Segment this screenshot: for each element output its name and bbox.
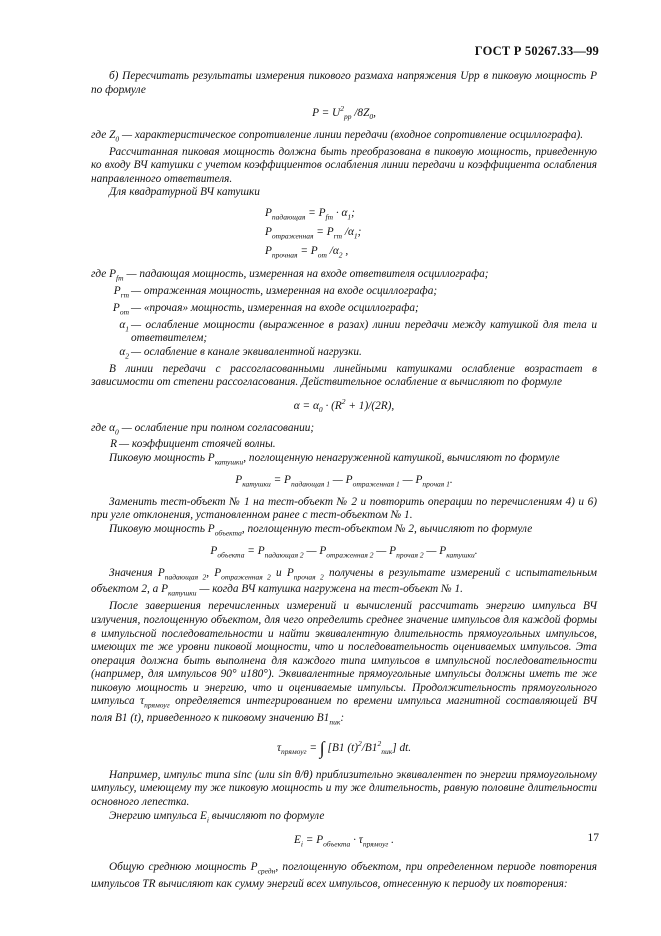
definition: — отраженная мощность, измеренная на входе осциллографа; bbox=[131, 285, 438, 298]
paragraph: Пиковую мощность $P_{объекта}$, поглощенную тест-объектом № 2, вычисляют по формуле bbox=[109, 522, 533, 538]
definitions-list: где $\alpha_0$ — ослабление при полном согласовании; R — коэффициент стоячей волны. bbox=[91, 422, 597, 452]
definition: — «прочая» мощность, измеренная на входе осциллографа; bbox=[131, 301, 419, 314]
definitions-list: где $P_{fm}$ — падающая мощность, измеренная на входе ответвителя осциллографа; $P_{rm}$ — отраженная мощность, измеренная на входе осциллографа; $P_{om}$ — «прочая» мощность, измеренная на входе осциллографа; $\alpha_1$ — ослабление мощности (выраженное в разах) линии передачи между катушкой для тела и ответвителем; $\alpha_2$ — ослабление в канале эквивалентной нагрузки. bbox=[91, 268, 597, 363]
formula-line: $P_{отраженная} = P_{rm}$ $/\alpha_1$; bbox=[265, 225, 362, 241]
formula-line: $P_{падающая} = P_{fm} \cdot \alpha_1$; bbox=[265, 207, 355, 222]
paragraph: Общую среднюю мощность $P_{средн}$, поглощенную объектом, при определенном периоде повторения импульсов TR вычисляют как сумму энергий всех импульсов, отнесенную к периоду их повторения: bbox=[91, 861, 598, 891]
formula-peak-power: $P = U^2_{pp}$ $/8Z_0$, bbox=[312, 104, 376, 122]
paragraph: где $Z_0$ — характеристическое сопротивление линии передачи (входное сопротивление осциллографа). bbox=[91, 128, 584, 144]
formula-attenuation: $\alpha = \alpha_0 \cdot (R^2 + 1)/(2R)$, bbox=[293, 397, 395, 415]
formula-coil-power: $P_{катушки} = P_{падающая 1}$ — $P_{отраженная 1}$ — $P_{прочая 1}$. bbox=[235, 473, 453, 489]
paragraph: Рассчитанная пиковая мощность должна быть преобразована в пиковую мощность, приведенную ко входу ВЧ катушки с учетом коэффициентов ослабления линии передачи и коэффициента ослабления направленного ответвителя. bbox=[91, 145, 597, 185]
paragraph: Заменить тест-объект № 1 на тест-объект № 2 и повторить операции по перечислениям 4) и 6) при угле отклонения, установленном ранее с тест-объектом № 1. bbox=[91, 495, 597, 522]
formula-object-power: $P_{объекта} = P_{падающая 2}$ — $P_{отраженная 2}$ — $P_{прочая 2}$ — $P_{катушки}$. bbox=[210, 544, 478, 560]
paragraph: Пиковую мощность $P_{катушки}$, поглощенную ненагруженной катушкой, вычисляют по формуле bbox=[109, 452, 560, 467]
formula-line: $P_{прочная} = P_{om}$ $/\alpha_2$ , bbox=[265, 244, 349, 259]
paragraph: Энергию импульса $E_i$ вычисляют по формуле bbox=[109, 809, 325, 824]
paragraph: В линии передачи с рассогласованными линейными катушками ослабление возрастает в зависимости от степени рассогласования. Действительное ослабление α вычисляют по формуле bbox=[91, 362, 597, 389]
definition: — ослабление при полном согласовании; bbox=[121, 421, 315, 434]
formula-pulse-duration: $\tau_{прямоуг}$ = ∫ [B1 $(t)^2/B1^2_{пик}$] dt. bbox=[276, 737, 412, 758]
definition: — коэффициент стоячей волны. bbox=[119, 438, 276, 451]
paragraph: После завершения перечисленных измерений и вычислений рассчитать энергию импульса ВЧ излучения, поглощенную объектом, для чего определить среднее значение импульсов для каждой формы в импульсной последовательности и найти эквивалентную длительность прямоугольных импульсов, имеющих те же уровни пиковой мощности, что и последовательность оцениваемых импульсов. Эта операция должна быть выполнена для каждого типа импульсов в импульсной последовательности (например, для импульсов 90° и180°). Эквивалентные прямоугольные импульсы должны иметь те же пиковую мощность и энергию, что и оцениваемые импульсы. Продолжительность прямоугольного импульса $\tau_{прямоуг}$ определяется интегрированием по времени импульса магнитной составляющей ВЧ поля B1 (t), приведенного к пиковому значению $B1_{пик}$: bbox=[91, 600, 597, 727]
page-header: ГОСТ Р 50267.33—99 bbox=[474, 44, 599, 58]
paragraph: Для квадратурной ВЧ катушки bbox=[109, 186, 260, 199]
paragraph: Например, импульс типа sinc (или sin θ/θ) приблизительно эквивалентен по энергии прямоугольному импульсу, имеющему ту же пиковую мощность и ту же длительность, равную половине длительности основного лепестка. bbox=[91, 768, 597, 808]
formula-system bbox=[265, 206, 597, 262]
formula-pulse-energy: $E_i = P_{объекта} \cdot \tau_{прямоуг}$ . bbox=[293, 834, 395, 849]
definition: — ослабление мощности (выраженное в разах) линии передачи между катушкой для тела и ответвителем; bbox=[131, 318, 597, 345]
definition: — падающая мощность, измеренная на входе ответвителя осциллографа; bbox=[126, 268, 489, 281]
paragraph: б) Пересчитать результаты измерения пикового размаха напряжения Upp в пиковую мощность P по формуле bbox=[91, 70, 597, 96]
document-body bbox=[91, 70, 597, 892]
definition: — ослабление в канале эквивалентной нагрузки. bbox=[131, 345, 362, 358]
paragraph: Значения $P_{падающая 2}$, $P_{отраженная 2}$ и $P_{прочая 2}$ получены в результате измерений с испытательным объектом 2, а $P_{катушки}$ — когда ВЧ катушка нагружена на тест-объект № 1. bbox=[91, 566, 597, 598]
page-number: 17 bbox=[587, 832, 599, 844]
